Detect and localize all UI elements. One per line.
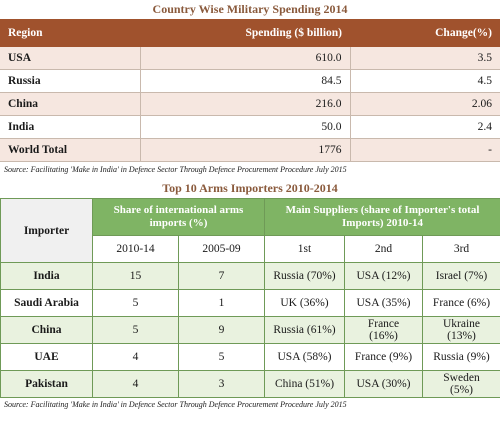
- region-cell: China: [0, 93, 140, 116]
- arms-importers-title: Top 10 Arms Importers 2010-2014: [0, 181, 500, 195]
- military-spending-table: [0, 19, 500, 162]
- spending-cell: 50.0: [140, 116, 350, 139]
- table-row: [1, 317, 500, 344]
- supplier-1st-cell: UK (36%): [265, 290, 345, 317]
- header-spending: Spending ($ billion): [140, 19, 350, 47]
- header-3rd: 3rd: [423, 236, 500, 263]
- header-row: [0, 19, 500, 47]
- header-2005-09: 2005-09: [179, 236, 265, 263]
- spending-cell: 610.0: [140, 47, 350, 70]
- supplier-3rd-cell: Israel (7%): [423, 263, 500, 290]
- share-2005-09-cell: 1: [179, 290, 265, 317]
- table-row: [0, 70, 500, 93]
- importer-cell: UAE: [1, 344, 93, 371]
- share-2010-14-cell: 5: [93, 317, 179, 344]
- arms-importers-table: [0, 198, 500, 398]
- share-2010-14-cell: 15: [93, 263, 179, 290]
- supplier-3rd-cell: Russia (9%): [423, 344, 500, 371]
- table-row: [0, 93, 500, 116]
- change-cell: 2.06: [350, 93, 500, 116]
- change-cell: -: [350, 139, 500, 162]
- supplier-3rd-cell: France (6%): [423, 290, 500, 317]
- header-2nd: 2nd: [345, 236, 423, 263]
- table-row: [1, 371, 500, 398]
- table-row: [0, 139, 500, 162]
- share-2010-14-cell: 4: [93, 371, 179, 398]
- share-2005-09-cell: 7: [179, 263, 265, 290]
- table-row: [1, 344, 500, 371]
- supplier-1st-cell: Russia (61%): [265, 317, 345, 344]
- spending-cell: 1776: [140, 139, 350, 162]
- military-spending-title: Country Wise Military Spending 2014: [0, 2, 500, 16]
- supplier-1st-cell: USA (58%): [265, 344, 345, 371]
- share-2005-09-cell: 9: [179, 317, 265, 344]
- header-importer: Importer: [1, 199, 93, 263]
- spending-cell: 216.0: [140, 93, 350, 116]
- header-region: Region: [0, 19, 140, 47]
- supplier-2nd-cell: USA (12%): [345, 263, 423, 290]
- header-share: Share of international arms imports (%): [93, 199, 265, 236]
- supplier-3rd-cell: Sweden (5%): [423, 371, 500, 398]
- source-note: Source: Facilitating 'Make in India' in Defence Sector Through Defence Procurement Procedure July 2015: [4, 165, 500, 175]
- table-row: [1, 263, 500, 290]
- share-2010-14-cell: 5: [93, 290, 179, 317]
- source-note: Source: Facilitating 'Make in India' in Defence Sector Through Defence Procurement Procedure July 2015: [4, 400, 500, 410]
- supplier-1st-cell: Russia (70%): [265, 263, 345, 290]
- region-cell: India: [0, 116, 140, 139]
- spending-cell: 84.5: [140, 70, 350, 93]
- importer-cell: Saudi Arabia: [1, 290, 93, 317]
- table-row: [0, 116, 500, 139]
- importer-cell: China: [1, 317, 93, 344]
- supplier-2nd-cell: France (16%): [345, 317, 423, 344]
- table-row: [0, 47, 500, 70]
- header-1st: 1st: [265, 236, 345, 263]
- share-2005-09-cell: 3: [179, 371, 265, 398]
- header-change: Change(%): [350, 19, 500, 47]
- supplier-2nd-cell: France (9%): [345, 344, 423, 371]
- share-2010-14-cell: 4: [93, 344, 179, 371]
- change-cell: 2.4: [350, 116, 500, 139]
- region-cell: World Total: [0, 139, 140, 162]
- region-cell: USA: [0, 47, 140, 70]
- change-cell: 3.5: [350, 47, 500, 70]
- supplier-1st-cell: China (51%): [265, 371, 345, 398]
- importer-cell: India: [1, 263, 93, 290]
- supplier-3rd-cell: Ukraine (13%): [423, 317, 500, 344]
- supplier-2nd-cell: USA (30%): [345, 371, 423, 398]
- table-row: [1, 290, 500, 317]
- importer-cell: Pakistan: [1, 371, 93, 398]
- share-2005-09-cell: 5: [179, 344, 265, 371]
- header-suppliers: Main Suppliers (share of Importer's total Imports) 2010-14: [265, 199, 500, 236]
- header-2010-14: 2010-14: [93, 236, 179, 263]
- change-cell: 4.5: [350, 70, 500, 93]
- region-cell: Russia: [0, 70, 140, 93]
- supplier-2nd-cell: USA (35%): [345, 290, 423, 317]
- group-header-row: [1, 199, 500, 236]
